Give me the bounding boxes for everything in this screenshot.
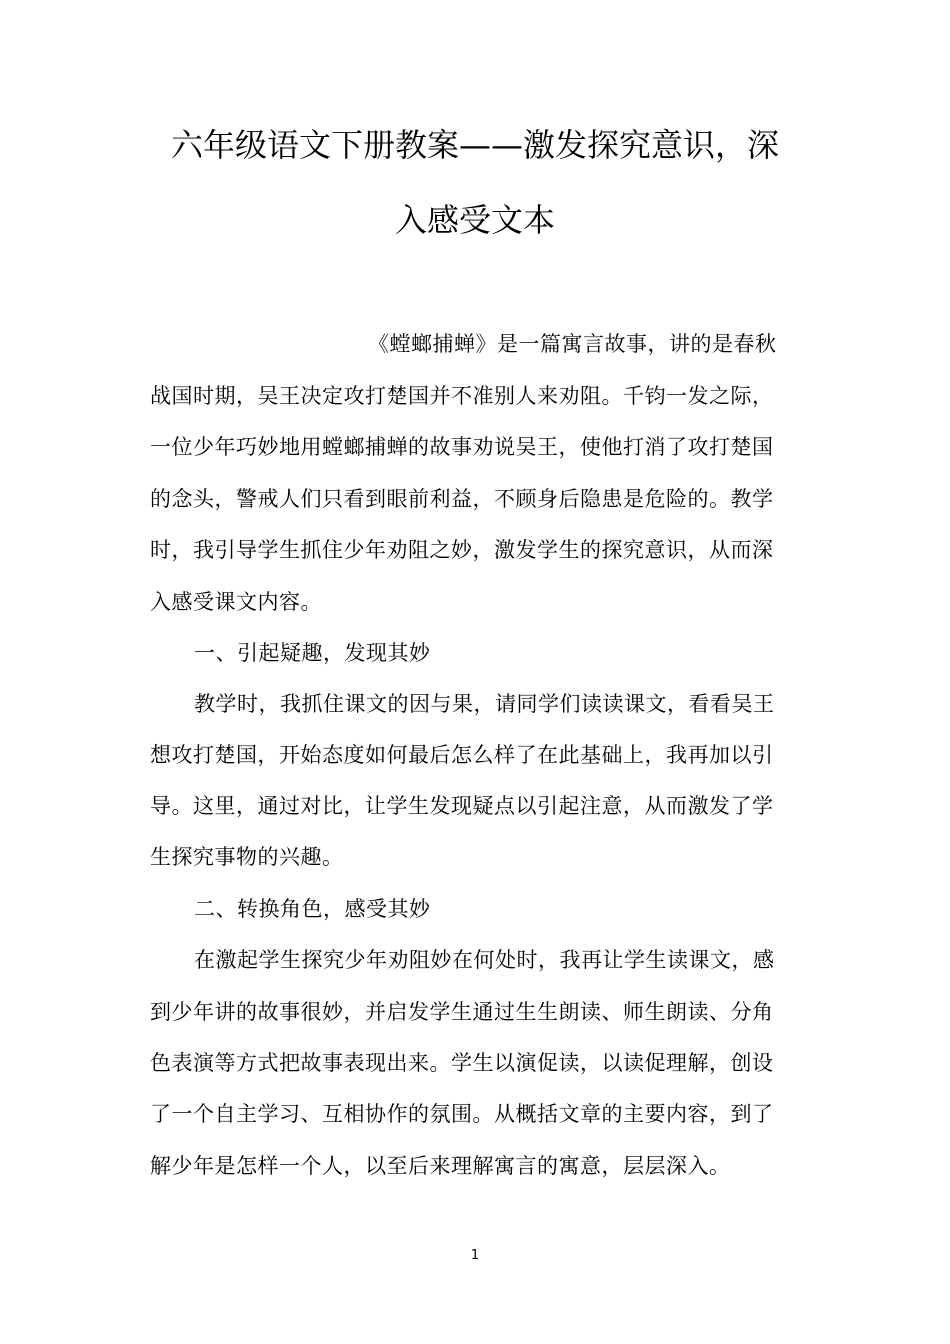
intro-line-3: 一位少年巧妙地用螳螂捕蝉的故事劝说吴王，使他打消了攻打楚国 bbox=[150, 435, 774, 459]
section-2-line-1: 在激起学生探究少年劝阻妙在何处时，我再让学生读课文，感 bbox=[194, 948, 775, 972]
section-1-line-1: 教学时，我抓住课文的因与果，请同学们读读课文，看看吴王 bbox=[194, 692, 775, 716]
section-2-line-3: 色表演等方式把故事表现出来。学生以演促读，以读促理解，创设 bbox=[150, 1051, 774, 1075]
intro-line-2: 战国时期，吴王决定攻打楚国并不准别人来劝阻。千钧一发之际， bbox=[150, 384, 774, 408]
section-1-line-4: 生探究事物的兴趣。 bbox=[150, 845, 344, 869]
section-2-line-2: 到少年讲的故事很妙，并启发学生通过生生朗读、师生朗读、分角 bbox=[150, 1000, 774, 1024]
section-1-heading: 一、引起疑趣，发现其妙 bbox=[194, 641, 431, 665]
page-number: 1 bbox=[470, 1248, 480, 1263]
section-2-line-5: 解少年是怎样一个人，以至后来理解寓言的寓意，层层深入。 bbox=[150, 1154, 731, 1178]
document-title-line-1: 六年级语文下册教案——激发探究意识，深 bbox=[170, 126, 779, 164]
section-2-heading: 二、转换角色，感受其妙 bbox=[194, 897, 431, 921]
intro-line-4: 的念头，警戒人们只看到眼前利益，不顾身后隐患是危险的。教学 bbox=[150, 487, 774, 511]
intro-line-5: 时，我引导学生抓住少年劝阻之妙，激发学生的探究意识，从而深 bbox=[150, 538, 774, 562]
section-2-line-4: 了一个自主学习、互相协作的氛围。从概括文章的主要内容，到了 bbox=[150, 1102, 774, 1126]
document-title-line-2: 入感受文本 bbox=[394, 201, 555, 239]
section-1-line-3: 导。这里，通过对比，让学生发现疑点以引起注意，从而激发了学 bbox=[150, 794, 774, 818]
intro-line-6: 入感受课文内容。 bbox=[150, 590, 322, 614]
section-1-line-2: 想攻打楚国，开始态度如何最后怎么样了在此基础上，我再加以引 bbox=[150, 743, 774, 767]
intro-line-1: 《螳螂捕蝉》是一篇寓言故事，讲的是春秋 bbox=[368, 332, 777, 356]
